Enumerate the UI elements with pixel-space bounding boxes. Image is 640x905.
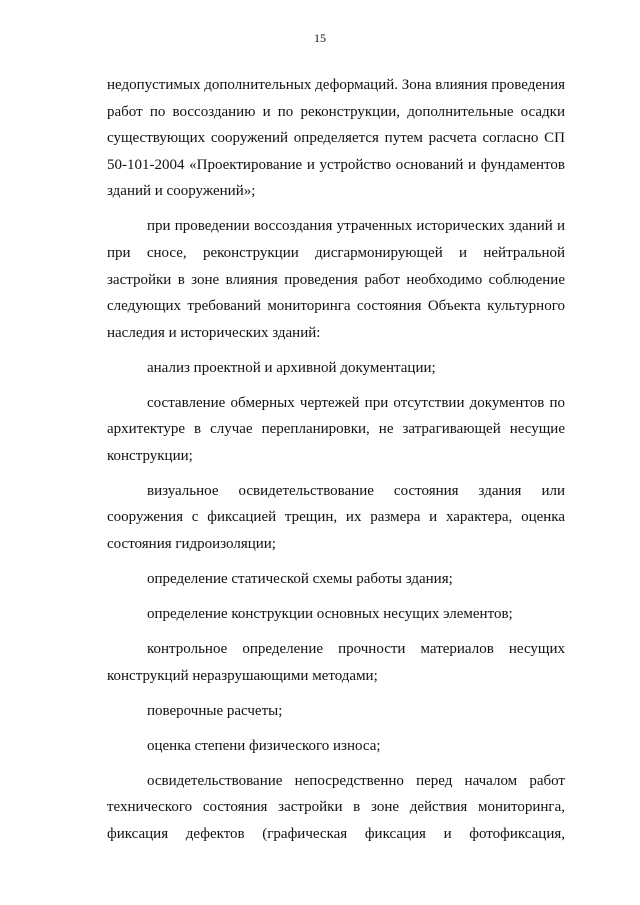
list-item-wear-assessment: оценка степени физического износа; (147, 737, 381, 754)
list-item-material-strength: контрольное определение прочности материалов несущих конструкций неразрушающими методами; (107, 641, 565, 684)
paragraph-continuation: недопустимых дополнительных деформаций. Зона влияния проведения работ по воссозданию и по реконструкции, дополнительные осадки существующих сооружений определяется путем расчета согласно СП 50-101-2004 «Проектирование и устройство оснований и фундаментов зданий и сооружений»; (107, 77, 565, 200)
document-body (107, 72, 565, 847)
list-item-pre-work-inspection: освидетельствование непосредственно перед началом работ технического состояния застройки в зоне действия мониторинга, фиксация дефектов (графическая фиксация и фотофиксация, (107, 772, 565, 842)
page-number: 15 (314, 31, 326, 45)
paragraph-monitoring-requirements: при проведении воссоздания утраченных исторических зданий и при сносе, реконструкции дисгармонирующей и нейтральной застройки в зоне влияния проведения работ необходимо соблюдение следующих требований мониторинга состояния Объекта культурного наследия и исторических зданий: (107, 218, 565, 341)
list-item-static-scheme: определение статической схемы работы здания; (147, 571, 453, 588)
list-item-document-analysis: анализ проектной и архивной документации; (147, 359, 436, 376)
list-item-measured-drawings: составление обмерных чертежей при отсутствии документов по архитектуре в случае перепланировки, не затрагивающей несущие конструкции; (107, 394, 565, 464)
list-item-visual-inspection: визуальное освидетельствование состояния здания или сооружения с фиксацией трещин, их размера и характера, оценка состояния гидроизоляции; (107, 482, 565, 553)
list-item-structural-elements: определение конструкции основных несущих элементов; (147, 606, 513, 623)
list-item-verification-calculations: поверочные расчеты; (147, 702, 283, 719)
